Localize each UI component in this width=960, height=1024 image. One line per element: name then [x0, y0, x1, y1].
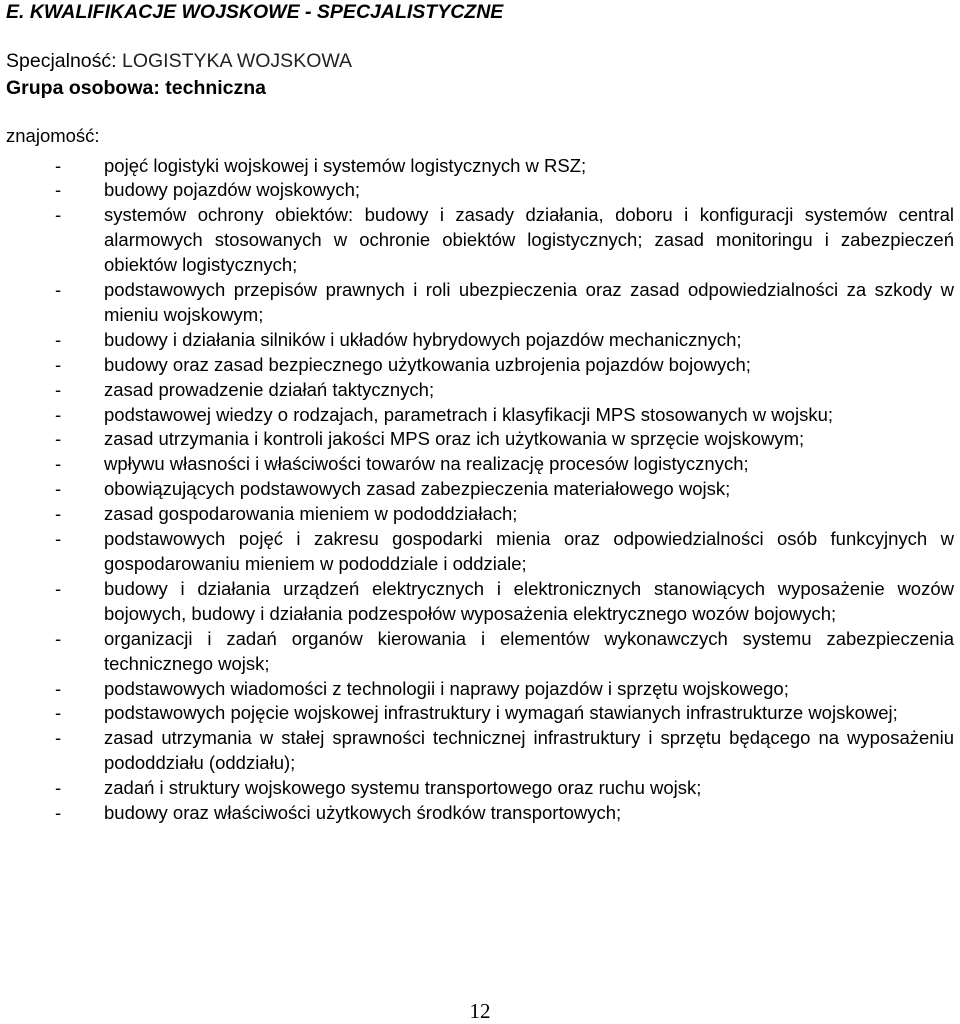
bullet-dash: - — [55, 328, 62, 350]
list-item — [0, 577, 960, 627]
list-item-text: podstawowych pojęć i zakresu gospodarki mienia oraz odpowiedzialności osób funkcyjnych w gospodarowaniu mieniem w pododdziale i oddziale; — [104, 528, 954, 574]
bullet-dash: - — [55, 727, 62, 749]
personnel-group: Grupa osobowa: techniczna — [6, 77, 267, 99]
list-item-text: organizacji i zadań organów kierowania i elementów wykonawczych systemu zabezpieczenia technicznego wojsk; — [104, 627, 954, 674]
knowledge-label: znajomość: — [6, 125, 100, 146]
list-item-text: budowy i działania silników i układów hybrydowych pojazdów mechanicznych; — [104, 328, 742, 350]
bullet-dash: - — [55, 777, 62, 799]
bullet-dash: - — [55, 528, 62, 550]
specialty-label: Specjalność: — [6, 50, 122, 72]
list-item — [0, 427, 960, 452]
list-item-text: obowiązujących podstawowych zasad zabezpieczenia materiałowego wojsk; — [104, 478, 731, 500]
list-item-text: zasad utrzymania w stałej sprawności technicznej infrastruktury i sprzętu będącego na wyposażeniu pododdziału (oddziału); — [104, 727, 954, 774]
list-item — [0, 677, 960, 702]
bullet-dash: - — [55, 154, 62, 176]
list-item-text: systemów ochrony obiektów: budowy i zasady działania, doboru i konfiguracji systemów central alarmowych stosowanych w ochronie obiektów logistycznych; zasad monitoringu i zabezpieczeń obiektów logistycznych; — [104, 204, 954, 276]
list-item — [0, 726, 960, 776]
list-item — [0, 353, 960, 378]
bullet-dash: - — [55, 204, 62, 226]
bullet-dash: - — [55, 577, 62, 599]
specialty-line — [6, 50, 352, 73]
knowledge-list — [0, 154, 960, 826]
list-item — [0, 452, 960, 477]
list-item — [0, 701, 960, 726]
bullet-dash: - — [55, 279, 62, 301]
list-item — [0, 203, 960, 278]
list-item-text: podstawowej wiedzy o rodzajach, parametrach i klasyfikacji MPS stosowanych w wojsku; — [104, 403, 833, 425]
bullet-dash: - — [55, 378, 62, 400]
bullet-dash: - — [55, 503, 62, 525]
list-item-text: budowy pojazdów wojskowych; — [104, 179, 361, 201]
section-title: E. KWALIFIKACJE WOJSKOWE - SPECJALISTYCZNE — [6, 1, 504, 23]
list-item-text: zadań i struktury wojskowego systemu transportowego oraz ruchu wojsk; — [104, 777, 702, 799]
list-item — [0, 502, 960, 527]
list-item — [0, 378, 960, 403]
list-item-text: podstawowych pojęcie wojskowej infrastruktury i wymagań stawianych infrastrukturze wojskowej; — [104, 702, 898, 724]
list-item — [0, 527, 960, 577]
list-item-text: pojęć logistyki wojskowej i systemów logistycznych w RSZ; — [104, 154, 587, 176]
bullet-dash: - — [55, 179, 62, 201]
bullet-dash: - — [55, 428, 62, 450]
list-item-text: budowy oraz zasad bezpiecznego użytkowania uzbrojenia pojazdów bojowych; — [104, 353, 751, 375]
bullet-dash: - — [55, 353, 62, 375]
bullet-dash: - — [55, 677, 62, 699]
list-item — [0, 178, 960, 203]
list-item — [0, 403, 960, 428]
bullet-dash: - — [55, 802, 62, 824]
bullet-dash: - — [55, 453, 62, 475]
bullet-dash: - — [55, 478, 62, 500]
list-item-text: zasad prowadzenie działań taktycznych; — [104, 378, 435, 400]
list-item-text: zasad gospodarowania mieniem w pododdziałach; — [104, 503, 518, 525]
list-item-text: budowy i działania urządzeń elektrycznych i elektronicznych stanowiących wyposażenie wozów bojowych, budowy i działania podzespołów wyposażenia elektrycznego wozów bojowych; — [104, 577, 954, 624]
bullet-dash: - — [55, 403, 62, 425]
list-item-text: podstawowych przepisów prawnych i roli ubezpieczenia oraz zasad odpowiedzialności za szkody w mieniu wojskowym; — [104, 279, 954, 325]
list-item — [0, 477, 960, 502]
specialty-value: LOGISTYKA WOJSKOWA — [121, 50, 353, 72]
list-item — [0, 801, 960, 826]
bullet-dash: - — [55, 702, 62, 724]
list-item-text: budowy oraz właściwości użytkowych środków transportowych; — [104, 802, 622, 824]
list-item — [0, 776, 960, 801]
list-item — [0, 627, 960, 677]
list-item-text: podstawowych wiadomości z technologii i naprawy pojazdów i sprzętu wojskowego; — [104, 677, 789, 699]
list-item — [0, 278, 960, 328]
list-item — [0, 154, 960, 179]
list-item-text: zasad utrzymania i kontroli jakości MPS oraz ich użytkowania w sprzęcie wojskowym; — [104, 428, 805, 450]
list-item — [0, 328, 960, 353]
list-item-text: wpływu własności i właściwości towarów na realizację procesów logistycznych; — [104, 453, 749, 475]
page-number: 12 — [469, 999, 491, 1023]
bullet-dash: - — [55, 627, 62, 649]
